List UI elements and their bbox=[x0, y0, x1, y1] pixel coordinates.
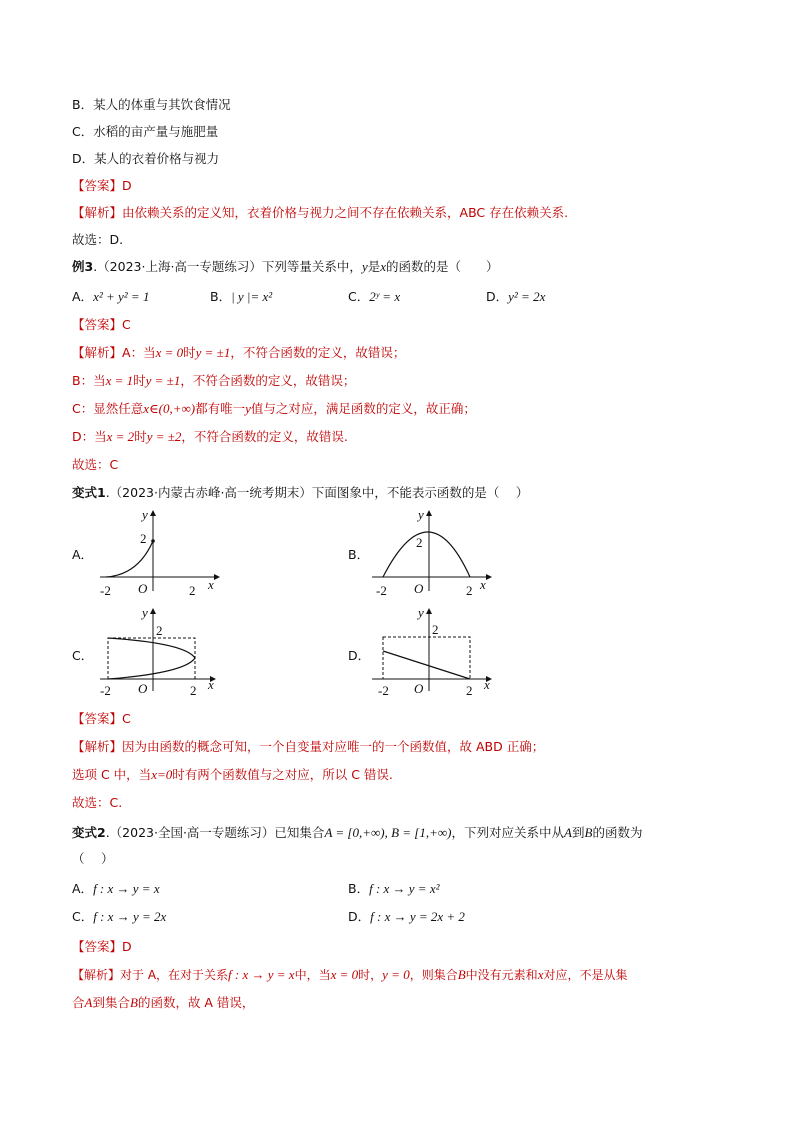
graph-d-label: D． bbox=[348, 648, 371, 663]
option-math: f : x → y = 2x + 2 bbox=[370, 909, 465, 924]
v2-option-c bbox=[72, 908, 166, 926]
math: y = ±2 bbox=[146, 429, 182, 444]
dashed-box bbox=[108, 638, 195, 679]
text: ，不符合函数的定义，故错误； bbox=[230, 345, 406, 360]
v2-analysis-1 bbox=[72, 966, 627, 984]
origin-label: O bbox=[138, 581, 148, 596]
tick-label-2-y: 2 bbox=[432, 622, 439, 637]
option-label: D． bbox=[486, 289, 509, 304]
math: B bbox=[457, 967, 466, 982]
origin-label: O bbox=[138, 681, 148, 696]
text: 中，当 bbox=[294, 968, 331, 982]
math: B bbox=[584, 825, 593, 840]
v2-option-d bbox=[348, 908, 465, 926]
option-label: B． bbox=[210, 289, 232, 304]
y-label: y bbox=[142, 507, 148, 522]
tick-label-2-x: 2 bbox=[466, 583, 473, 598]
graph-a bbox=[90, 505, 230, 600]
v1-answer-line bbox=[72, 710, 131, 728]
example-3-stem bbox=[72, 258, 499, 276]
v1-analysis-1 bbox=[72, 738, 544, 756]
option-math: f : x → y = x² bbox=[369, 881, 440, 896]
text: 时 bbox=[134, 429, 147, 444]
variant-label: 变式1 bbox=[72, 485, 106, 500]
tick-label-2-x: 2 bbox=[466, 683, 473, 698]
text: 的函数，故 A 错误， bbox=[137, 995, 255, 1010]
text: D：当 bbox=[72, 429, 107, 444]
x-arrow bbox=[486, 574, 492, 580]
ex3-answer-line bbox=[72, 316, 131, 334]
y-label: y bbox=[418, 507, 424, 522]
math: y = 0 bbox=[382, 967, 410, 982]
analysis-tag: 【解析】 bbox=[72, 205, 123, 220]
option-label: A． bbox=[72, 881, 94, 896]
option-label: B． bbox=[348, 881, 370, 896]
segment bbox=[383, 651, 470, 679]
tick-label-2-y: 2 bbox=[140, 531, 147, 546]
math: A bbox=[564, 825, 572, 840]
option-math: | y |= x² bbox=[231, 289, 273, 304]
graph-d bbox=[366, 603, 506, 698]
curve bbox=[383, 532, 470, 577]
tick-label-neg2: -2 bbox=[100, 683, 111, 698]
v2-analysis-2 bbox=[72, 994, 254, 1012]
math-y: y bbox=[361, 259, 368, 274]
y-arrow bbox=[150, 510, 156, 516]
math: y = ±1 bbox=[195, 345, 231, 360]
answer-tag: 【答案】 bbox=[72, 317, 123, 332]
v1-choose: 故选：C. bbox=[72, 795, 123, 810]
option-d: D．某人的衣着价格与视力 bbox=[72, 151, 220, 166]
ex3-analysis-4 bbox=[72, 428, 348, 446]
curve bbox=[106, 541, 153, 577]
text: 合 bbox=[72, 995, 85, 1010]
text: ，不符合函数的定义，故错误. bbox=[181, 429, 348, 444]
curve bbox=[108, 638, 195, 679]
math: x = 2 bbox=[106, 429, 135, 444]
math: B bbox=[129, 995, 138, 1010]
answer-tag: 【答案】 bbox=[72, 178, 123, 193]
text: 对应，不是从集 bbox=[543, 968, 628, 982]
y-label: y bbox=[142, 605, 148, 620]
x-arrow bbox=[214, 574, 220, 580]
math-x: x bbox=[380, 259, 387, 274]
option-math: f : x → y = 2x bbox=[93, 909, 167, 924]
endpoint bbox=[151, 539, 155, 543]
origin-label: O bbox=[414, 681, 424, 696]
answer-tag: 【答案】 bbox=[72, 711, 123, 726]
example-label: 例3 bbox=[72, 259, 94, 274]
analysis-tag: 【解析】 bbox=[72, 345, 123, 360]
math: A = [0,+∞), B = [1,+∞) bbox=[324, 825, 452, 840]
stem-text: 到 bbox=[571, 825, 585, 840]
ex3-option-a bbox=[72, 288, 149, 306]
v1-analysis-2 bbox=[72, 766, 393, 784]
dashed-box bbox=[383, 637, 470, 679]
text: 中没有元素和 bbox=[465, 968, 538, 982]
tick-label-2-x: 2 bbox=[189, 583, 196, 598]
text: B：当 bbox=[72, 373, 106, 388]
answer-line bbox=[72, 177, 132, 195]
option-math: 2ʸ = x bbox=[369, 289, 401, 304]
text: ，不符合函数的定义，故错误； bbox=[180, 373, 356, 388]
x-label: x bbox=[208, 577, 214, 592]
text: 值与之对应，满足函数的定义，故正确； bbox=[250, 401, 476, 416]
option-c: C．水稻的亩产量与施肥量 bbox=[72, 124, 219, 139]
x-label: x bbox=[484, 677, 490, 692]
math: A bbox=[84, 995, 93, 1010]
stem-text: .（2023·上海·高一专题练习）下列等量关系中， bbox=[93, 259, 362, 274]
y-arrow bbox=[426, 608, 432, 614]
ex3-choose: 故选：C bbox=[72, 457, 119, 472]
option-label: C． bbox=[72, 909, 94, 924]
variant-2-stem bbox=[72, 824, 642, 842]
option-math: y² = 2x bbox=[508, 289, 546, 304]
analysis-text: 由依赖关系的定义知，衣着价格与视力之间不存在依赖关系，ABC 存在依赖关系. bbox=[122, 205, 569, 220]
text: 对于 A，在对于关系 bbox=[120, 968, 229, 982]
stem-text: 是 bbox=[367, 259, 381, 274]
variant-label: 变式2 bbox=[72, 825, 106, 840]
stem-text: .（2023·内蒙古赤峰·高一统考期末）下面图象中，不能表示函数的是（ ） bbox=[105, 485, 529, 500]
stem-text: 的函数的是（ ） bbox=[386, 259, 499, 274]
stem-text: .（2023·全国·高一专题练习）已知集合 bbox=[105, 825, 325, 840]
tick-label-neg2: -2 bbox=[100, 583, 111, 598]
text: 时， bbox=[358, 968, 383, 982]
y-arrow bbox=[150, 608, 156, 614]
answer-value: C bbox=[122, 711, 131, 726]
stem-text: ，下列对应关系中从 bbox=[451, 825, 565, 840]
math: x = 0 bbox=[155, 345, 184, 360]
answer-value: C bbox=[122, 317, 131, 332]
option-label: A． bbox=[72, 289, 94, 304]
tick-label-neg2: -2 bbox=[376, 583, 387, 598]
variant-1-stem bbox=[72, 484, 528, 502]
analysis-line bbox=[72, 204, 568, 222]
graph-a-label: A． bbox=[72, 547, 94, 562]
choose-line: 故选：D. bbox=[72, 232, 124, 247]
math: y bbox=[245, 401, 251, 416]
answer-value: D bbox=[122, 939, 132, 954]
text: 时有两个函数值与之对应，所以 C 错误. bbox=[172, 767, 393, 782]
text: A：当 bbox=[122, 345, 156, 360]
y-arrow bbox=[426, 510, 432, 516]
y-label: y bbox=[418, 605, 424, 620]
ex3-option-d bbox=[486, 288, 545, 306]
v2-option-a bbox=[72, 880, 160, 898]
answer-value: D bbox=[122, 178, 132, 193]
v2-option-b bbox=[348, 880, 440, 898]
text: 都有唯一 bbox=[195, 401, 246, 416]
tick-label-2-y: 2 bbox=[156, 623, 163, 638]
option-label: D． bbox=[348, 909, 371, 924]
stem-text: 的函数为 bbox=[592, 825, 643, 840]
x-label: x bbox=[208, 677, 214, 692]
graph-b-label: B． bbox=[348, 547, 370, 562]
option-b: B．某人的体重与其饮食情况 bbox=[72, 97, 231, 112]
option-math: x² + y² = 1 bbox=[93, 289, 150, 304]
graph-c bbox=[90, 603, 230, 698]
math: y = ±1 bbox=[145, 373, 181, 388]
ex3-analysis-1 bbox=[72, 344, 405, 362]
ex3-option-c bbox=[348, 288, 400, 306]
tick-label-neg2: -2 bbox=[378, 683, 389, 698]
origin-label: O bbox=[414, 581, 424, 596]
graph-c-label: C． bbox=[72, 648, 94, 663]
math: x = 1 bbox=[105, 373, 134, 388]
math: x = 0 bbox=[330, 967, 359, 982]
analysis-tag: 【解析】 bbox=[72, 968, 121, 982]
graph-b bbox=[366, 505, 506, 600]
tick-label-2-x: 2 bbox=[190, 683, 197, 698]
answer-tag: 【答案】 bbox=[72, 939, 123, 954]
math: x bbox=[537, 967, 544, 982]
v2-answer-line bbox=[72, 938, 132, 956]
text: ，则集合 bbox=[409, 968, 458, 982]
text: 因为由函数的概念可知，一个自变量对应唯一的一个函数值，故 ABD 正确； bbox=[122, 739, 545, 754]
math: x∈(0,+∞) bbox=[143, 401, 196, 416]
x-label: x bbox=[480, 577, 486, 592]
text: 选项 C 中，当 bbox=[72, 767, 152, 782]
text: 时 bbox=[133, 373, 146, 388]
option-label: C． bbox=[348, 289, 370, 304]
text: C：显然任意 bbox=[72, 401, 144, 416]
v2-paren: （ ） bbox=[72, 851, 114, 866]
text: 到集合 bbox=[92, 995, 130, 1010]
analysis-tag: 【解析】 bbox=[72, 739, 123, 754]
option-math: f : x → y = x bbox=[93, 881, 160, 896]
ex3-analysis-2 bbox=[72, 372, 355, 390]
math: x=0 bbox=[151, 767, 173, 782]
text: 时 bbox=[183, 345, 196, 360]
ex3-analysis-3 bbox=[72, 400, 476, 418]
math: f : x → y = x bbox=[228, 967, 295, 982]
ex3-option-b bbox=[210, 288, 272, 306]
tick-label-2-y: 2 bbox=[416, 535, 423, 550]
